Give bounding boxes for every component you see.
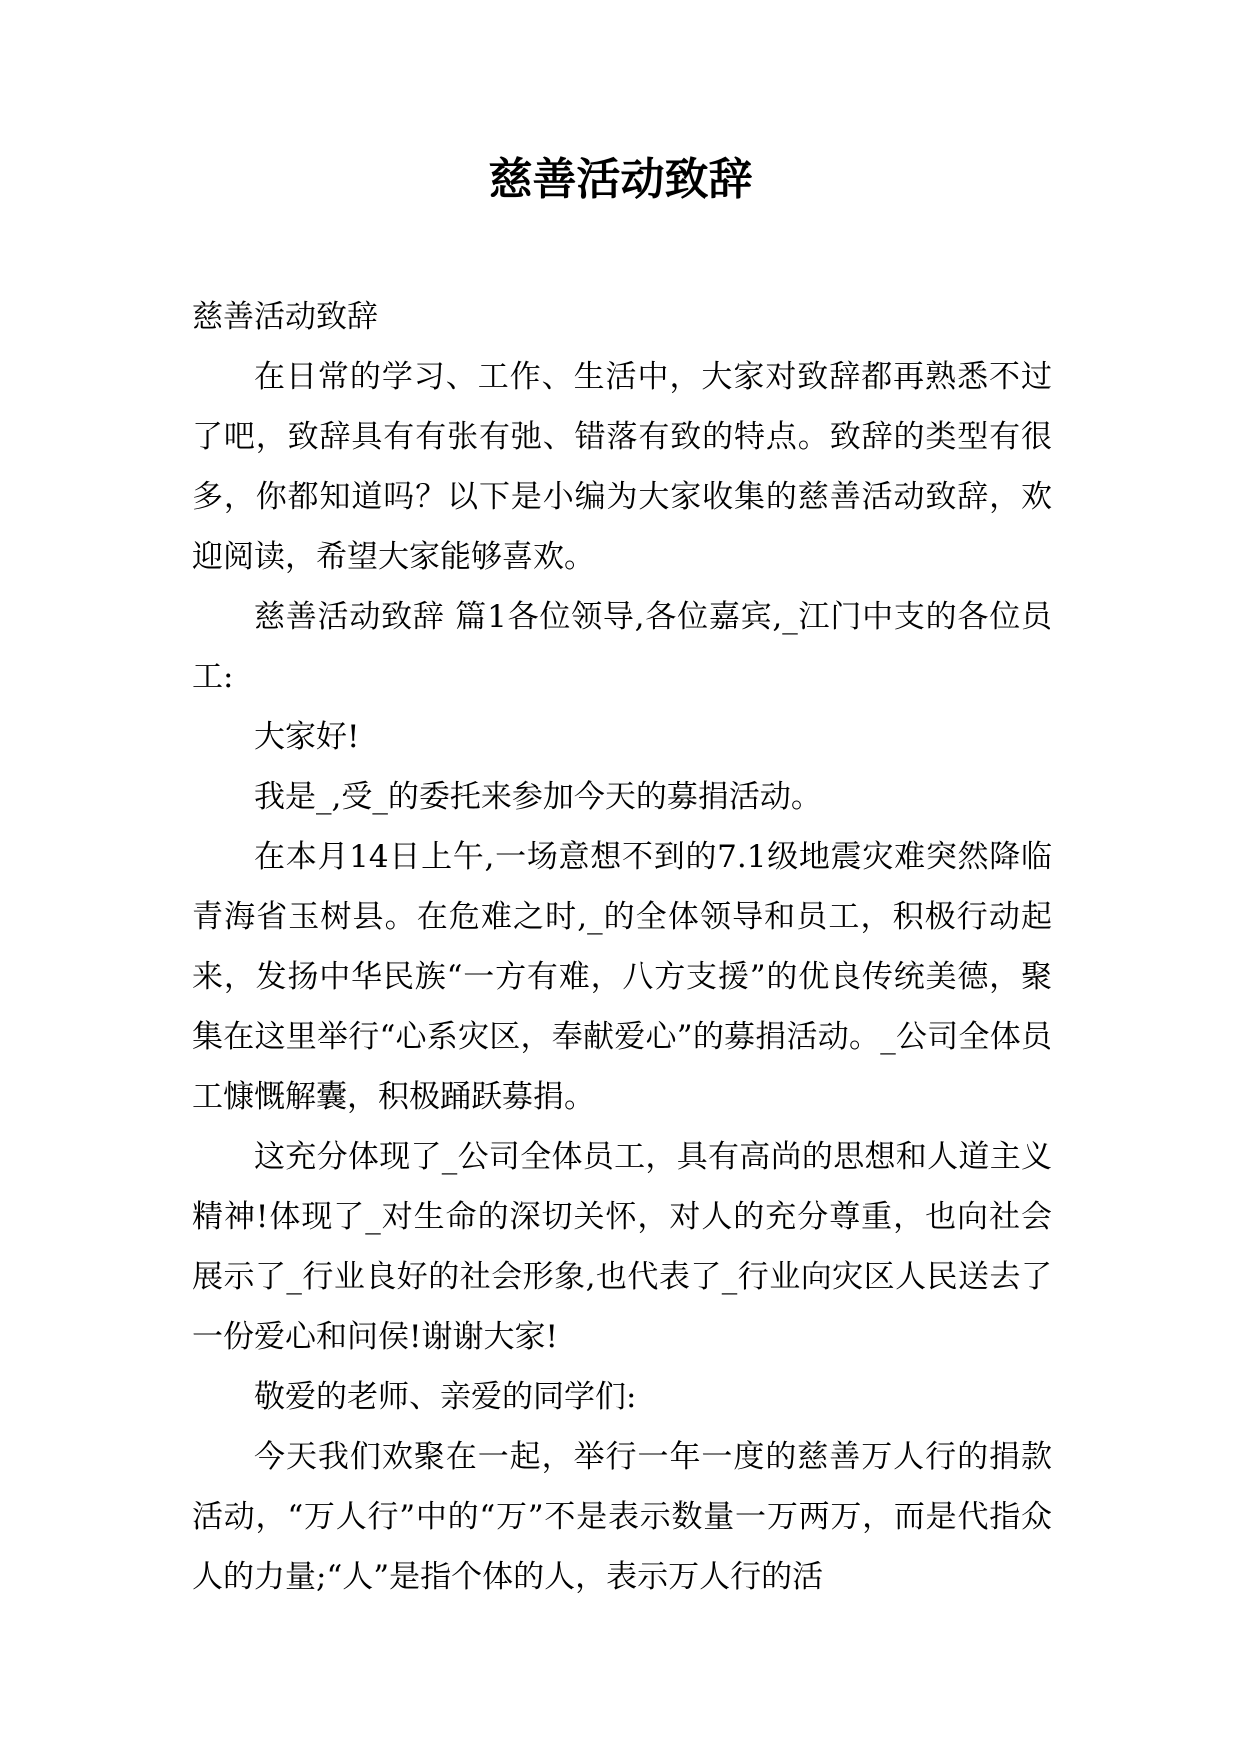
paragraph-greeting: 大家好!: [254, 719, 360, 755]
document-body: [192, 287, 1052, 1607]
document-subtitle: 慈善活动致辞: [192, 299, 378, 335]
document-title: 慈善活动致辞: [488, 154, 753, 205]
paragraph-charity-walk: 今天我们欢聚在一起，举行一年一度的慈善万人行的捐款活动，“万人行”中的“万”不是表示数量一万两万，而是代指众人的力量;“人”是指个体的人，表示万人行的活: [192, 1439, 1052, 1595]
paragraph-intro: 在日常的学习、工作、生活中，大家对致辞都再熟悉不过了吧，致辞具有有张有弛、错落有致的特点。致辞的类型有很多，你都知道吗？以下是小编为大家收集的慈善活动致辞，欢迎阅读，希望大家能够喜欢。: [192, 359, 1052, 575]
paragraph-speech-heading: 慈善活动致辞 篇1各位领导,各位嘉宾,_江门中支的各位员工:: [192, 599, 1052, 695]
paragraph-earthquake: 在本月14日上午,一场意想不到的7.1级地震灾难突然降临青海省玉树县。在危难之时,_的全体领导和员工，积极行动起来，发扬中华民族“一方有难，八方支援”的优良传统美德，聚集在这里举行“心系灾区，奉献爱心”的募捐活动。_公司全体员工慷慨解囊，积极踊跃募捐。: [192, 839, 1052, 1115]
paragraph-self-intro: 我是_,受_的委托来参加今天的募捐活动。: [254, 779, 822, 815]
paragraph-spirit: 这充分体现了_公司全体员工，具有高尚的思想和人道主义精神!体现了_对生命的深切关怀，对人的充分尊重，也向社会展示了_行业良好的社会形象,也代表了_行业向灾区人民送去了一份爱心和问侯!谢谢大家!: [192, 1139, 1052, 1355]
paragraph-salutation: 敬爱的老师、亲爱的同学们:: [254, 1379, 637, 1415]
